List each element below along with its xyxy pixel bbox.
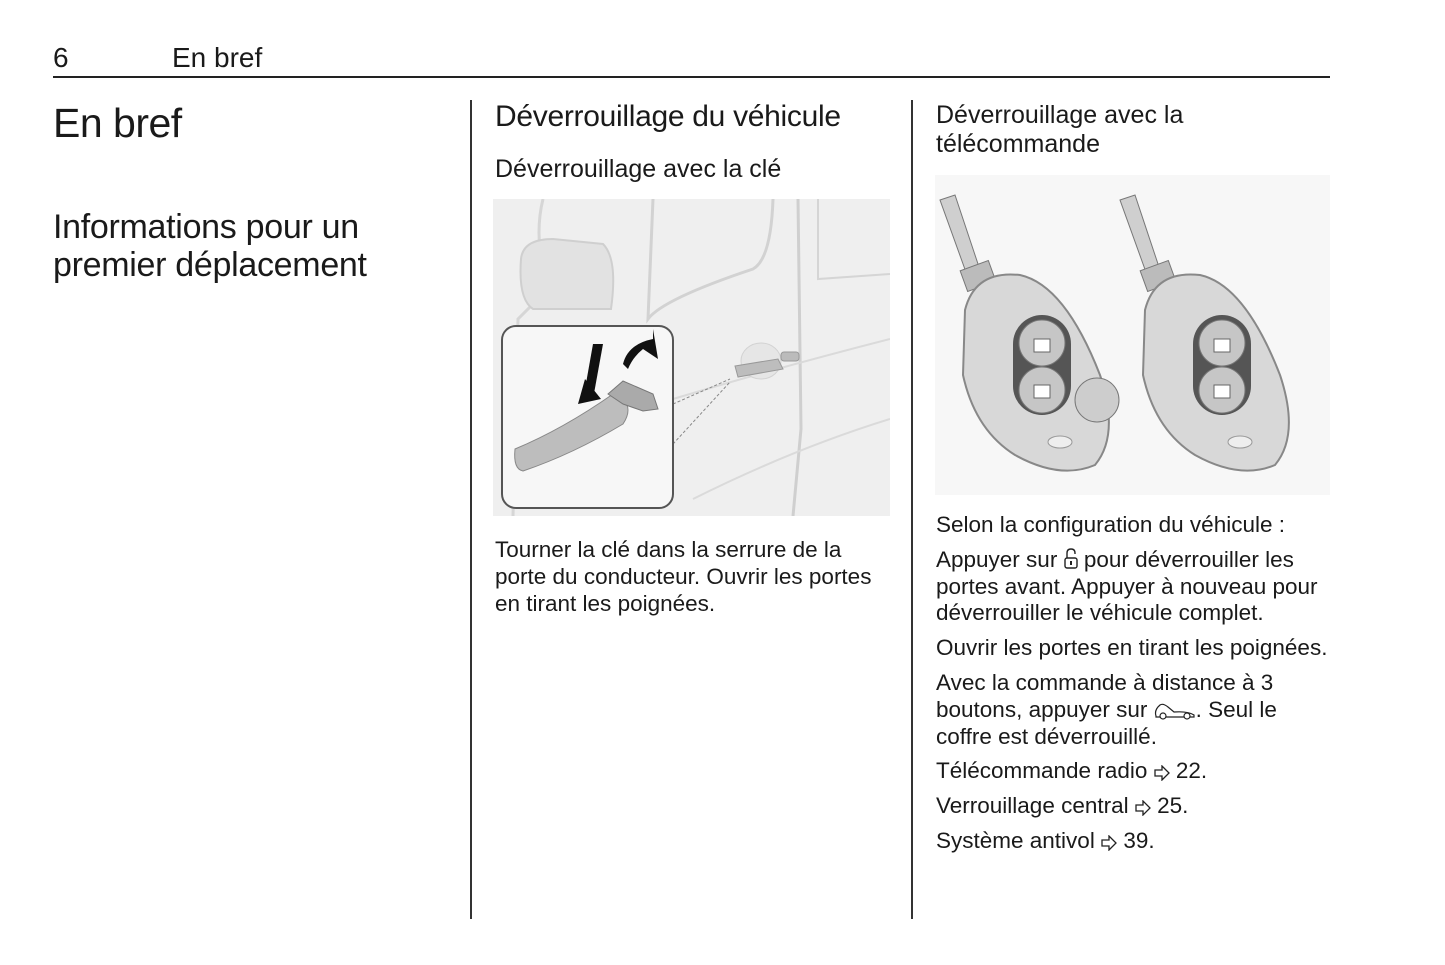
ref-label: Télécommande radio: [936, 758, 1148, 784]
header-rule: [53, 76, 1330, 78]
instruction-paragraph: Tourner la clé dans la serrure de la porte du conducteur. Ouvrir les portes en tirant les poignées.: [495, 537, 872, 616]
cross-reference[interactable]: [936, 758, 1336, 785]
ref-page: 22.: [1175, 758, 1208, 784]
arrow-reference-icon: [1135, 800, 1151, 816]
text: pour déverrouiller les portes avant. Appuyer à nouveau pour déverrouiller le véhicule complet.: [936, 546, 1318, 626]
ref-label: Verrouillage central: [936, 793, 1129, 819]
door-handle-key-illustration: [493, 199, 890, 516]
column-divider: [911, 100, 913, 919]
column-divider: [470, 100, 472, 919]
arrow-reference-icon: [1101, 835, 1117, 851]
arrow-reference-icon: [1154, 765, 1170, 781]
section-heading: Déverrouillage du véhicule: [495, 100, 841, 133]
ref-page: 39.: [1123, 827, 1155, 853]
text: Appuyer sur: [936, 546, 1064, 572]
subsection-heading: Déverrouillage avec la clé: [495, 155, 782, 183]
paragraph: Selon la configuration du véhicule :: [936, 512, 1285, 537]
paragraph: Ouvrir les portes en tirant les poignées.: [936, 635, 1328, 661]
car-tailgate-icon: [1154, 702, 1196, 720]
section-title: Informations pour un premier déplacement: [53, 208, 367, 284]
section-heading: Déverrouillage avec la télécommande: [936, 101, 1184, 158]
page-number: 6: [53, 42, 69, 73]
unlock-padlock-icon: [1064, 548, 1078, 570]
text: . Seul le coffre est déverrouillé.: [936, 696, 1277, 749]
running-title: En bref: [172, 42, 263, 73]
remote-key-fobs-illustration: [935, 175, 1330, 495]
text: Avec la commande à distance à 3 boutons, appuyer sur: [936, 669, 1274, 722]
ref-page: 25.: [1157, 793, 1189, 819]
cross-reference[interactable]: [936, 793, 1336, 820]
chapter-title: En bref: [53, 100, 182, 146]
remote-instructions: [936, 512, 1336, 863]
ref-label: Système antivol: [936, 827, 1095, 853]
paragraph: [936, 547, 1336, 627]
paragraph: [936, 670, 1336, 750]
cross-reference[interactable]: [936, 828, 1336, 855]
